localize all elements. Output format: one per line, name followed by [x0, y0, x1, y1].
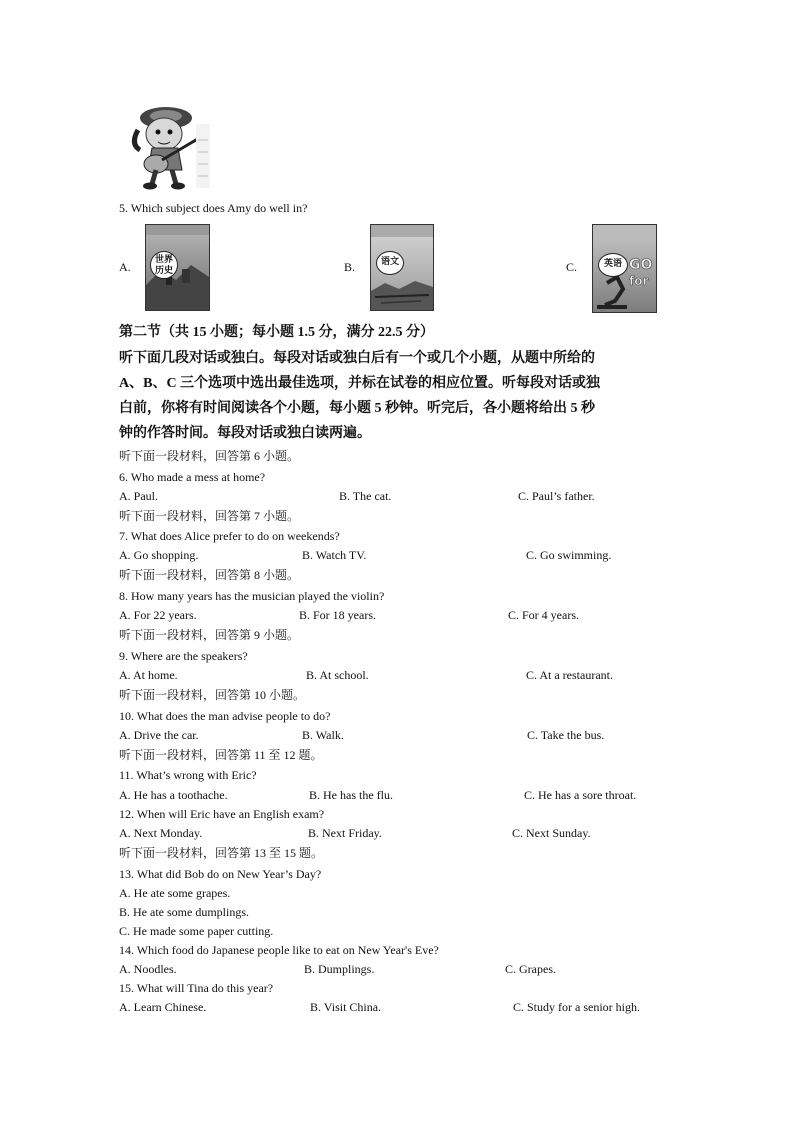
material-prompt: 听下面一段材料，回答第 7 小题。: [119, 509, 300, 523]
q11-option-b: B. He has the flu.: [309, 788, 393, 802]
question-8: 8. How many years has the musician played the violin?: [119, 589, 385, 603]
question-6: 6. Who made a mess at home?: [119, 470, 266, 484]
chinese-textbook-image: [370, 224, 434, 311]
cartoon-girl-illustration: [126, 100, 216, 192]
question-7: 7. What does Alice prefer to do on weekends?: [119, 529, 340, 543]
q8-option-a: A. For 22 years.: [119, 608, 197, 622]
svg-text:for: for: [629, 274, 649, 288]
book-label-history: 世界 历史: [150, 251, 178, 279]
q8-option-c: C. For 4 years.: [508, 608, 579, 622]
instruction-line-3: 白前，你将有时间阅读各个小题，每小题 5 秒钟。听完后，各小题将给出 5 秒: [119, 401, 595, 416]
q14-option-a: A. Noodles.: [119, 962, 177, 976]
q14-option-b: B. Dumplings.: [304, 962, 375, 976]
q14-option-c: C. Grapes.: [505, 962, 556, 976]
question-9: 9. Where are the speakers?: [119, 649, 248, 663]
q6-option-b: B. The cat.: [339, 489, 392, 503]
book-label-chinese: 语文: [376, 251, 404, 275]
q9-option-b: B. At school.: [306, 668, 369, 682]
material-prompt: 听下面一段材料，回答第 11 至 12 题。: [119, 748, 323, 762]
q7-option-c: C. Go swimming.: [526, 548, 612, 562]
question-10: 10. What does the man advise people to do?: [119, 709, 331, 723]
q10-option-a: A. Drive the car.: [119, 728, 199, 742]
question-14: 14. Which food do Japanese people like to eat on New Year's Eve?: [119, 943, 439, 957]
material-prompt: 听下面一段材料，回答第 13 至 15 题。: [119, 846, 324, 860]
question-12: 12. When will Eric have an English exam?: [119, 807, 325, 821]
q15-option-a: A. Learn Chinese.: [119, 1000, 207, 1014]
instruction-line-4: 钟的作答时间。每段对话或独白读两遍。: [119, 426, 371, 441]
question-5: 5. Which subject does Amy do well in?: [119, 201, 308, 215]
material-prompt: 听下面一段材料，回答第 8 小题。: [119, 568, 300, 582]
q11-option-c: C. He has a sore throat.: [524, 788, 637, 802]
q8-option-b: B. For 18 years.: [299, 608, 376, 622]
q6-option-c: C. Paul’s father.: [518, 489, 595, 503]
q13-option-b: B. He ate some dumplings.: [119, 905, 249, 919]
question-15: 15. What will Tina do this year?: [119, 981, 274, 995]
q7-option-b: B. Watch TV.: [302, 548, 367, 562]
q7-option-a: A. Go shopping.: [119, 548, 199, 562]
instruction-line-1: 听下面几段对话或独白。每段对话或独白后有一个或几个小题，从题中所给的: [119, 351, 595, 366]
q5-option-c-letter: C.: [566, 260, 578, 274]
english-textbook-image: [592, 224, 657, 313]
q6-option-a: A. Paul.: [119, 489, 158, 503]
q10-option-c: C. Take the bus.: [527, 728, 605, 742]
history-textbook-image: [145, 224, 210, 311]
section-2-heading: 第二节（共 15 小题；每小题 1.5 分，满分 22.5 分）: [119, 325, 434, 340]
q5-option-b-letter: B.: [344, 260, 356, 274]
material-prompt: 听下面一段材料，回答第 10 小题。: [119, 688, 306, 702]
instruction-line-2: A、B、C 三个选项中选出最佳选项，并标在试卷的相应位置。听每段对话或独: [119, 376, 601, 391]
q12-option-c: C. Next Sunday.: [512, 826, 591, 840]
material-prompt: 听下面一段材料，回答第 6 小题。: [119, 449, 300, 463]
q5-option-a-letter: A.: [119, 260, 131, 274]
q12-option-a: A. Next Monday.: [119, 826, 203, 840]
book-label-english: 英语: [598, 253, 628, 277]
q9-option-c: C. At a restaurant.: [526, 668, 613, 682]
q15-option-c: C. Study for a senior high.: [513, 1000, 640, 1014]
q15-option-b: B. Visit China.: [310, 1000, 382, 1014]
q13-option-a: A. He ate some grapes.: [119, 886, 231, 900]
q9-option-a: A. At home.: [119, 668, 178, 682]
question-11: 11. What’s wrong with Eric?: [119, 768, 257, 782]
q10-option-b: B. Walk.: [302, 728, 344, 742]
q11-option-a: A. He has a toothache.: [119, 788, 228, 802]
question-13: 13. What did Bob do on New Year’s Day?: [119, 867, 322, 881]
svg-text:GO: GO: [629, 257, 653, 273]
q12-option-b: B. Next Friday.: [308, 826, 382, 840]
material-prompt: 听下面一段材料，回答第 9 小题。: [119, 628, 300, 642]
q13-option-c: C. He made some paper cutting.: [119, 924, 274, 938]
